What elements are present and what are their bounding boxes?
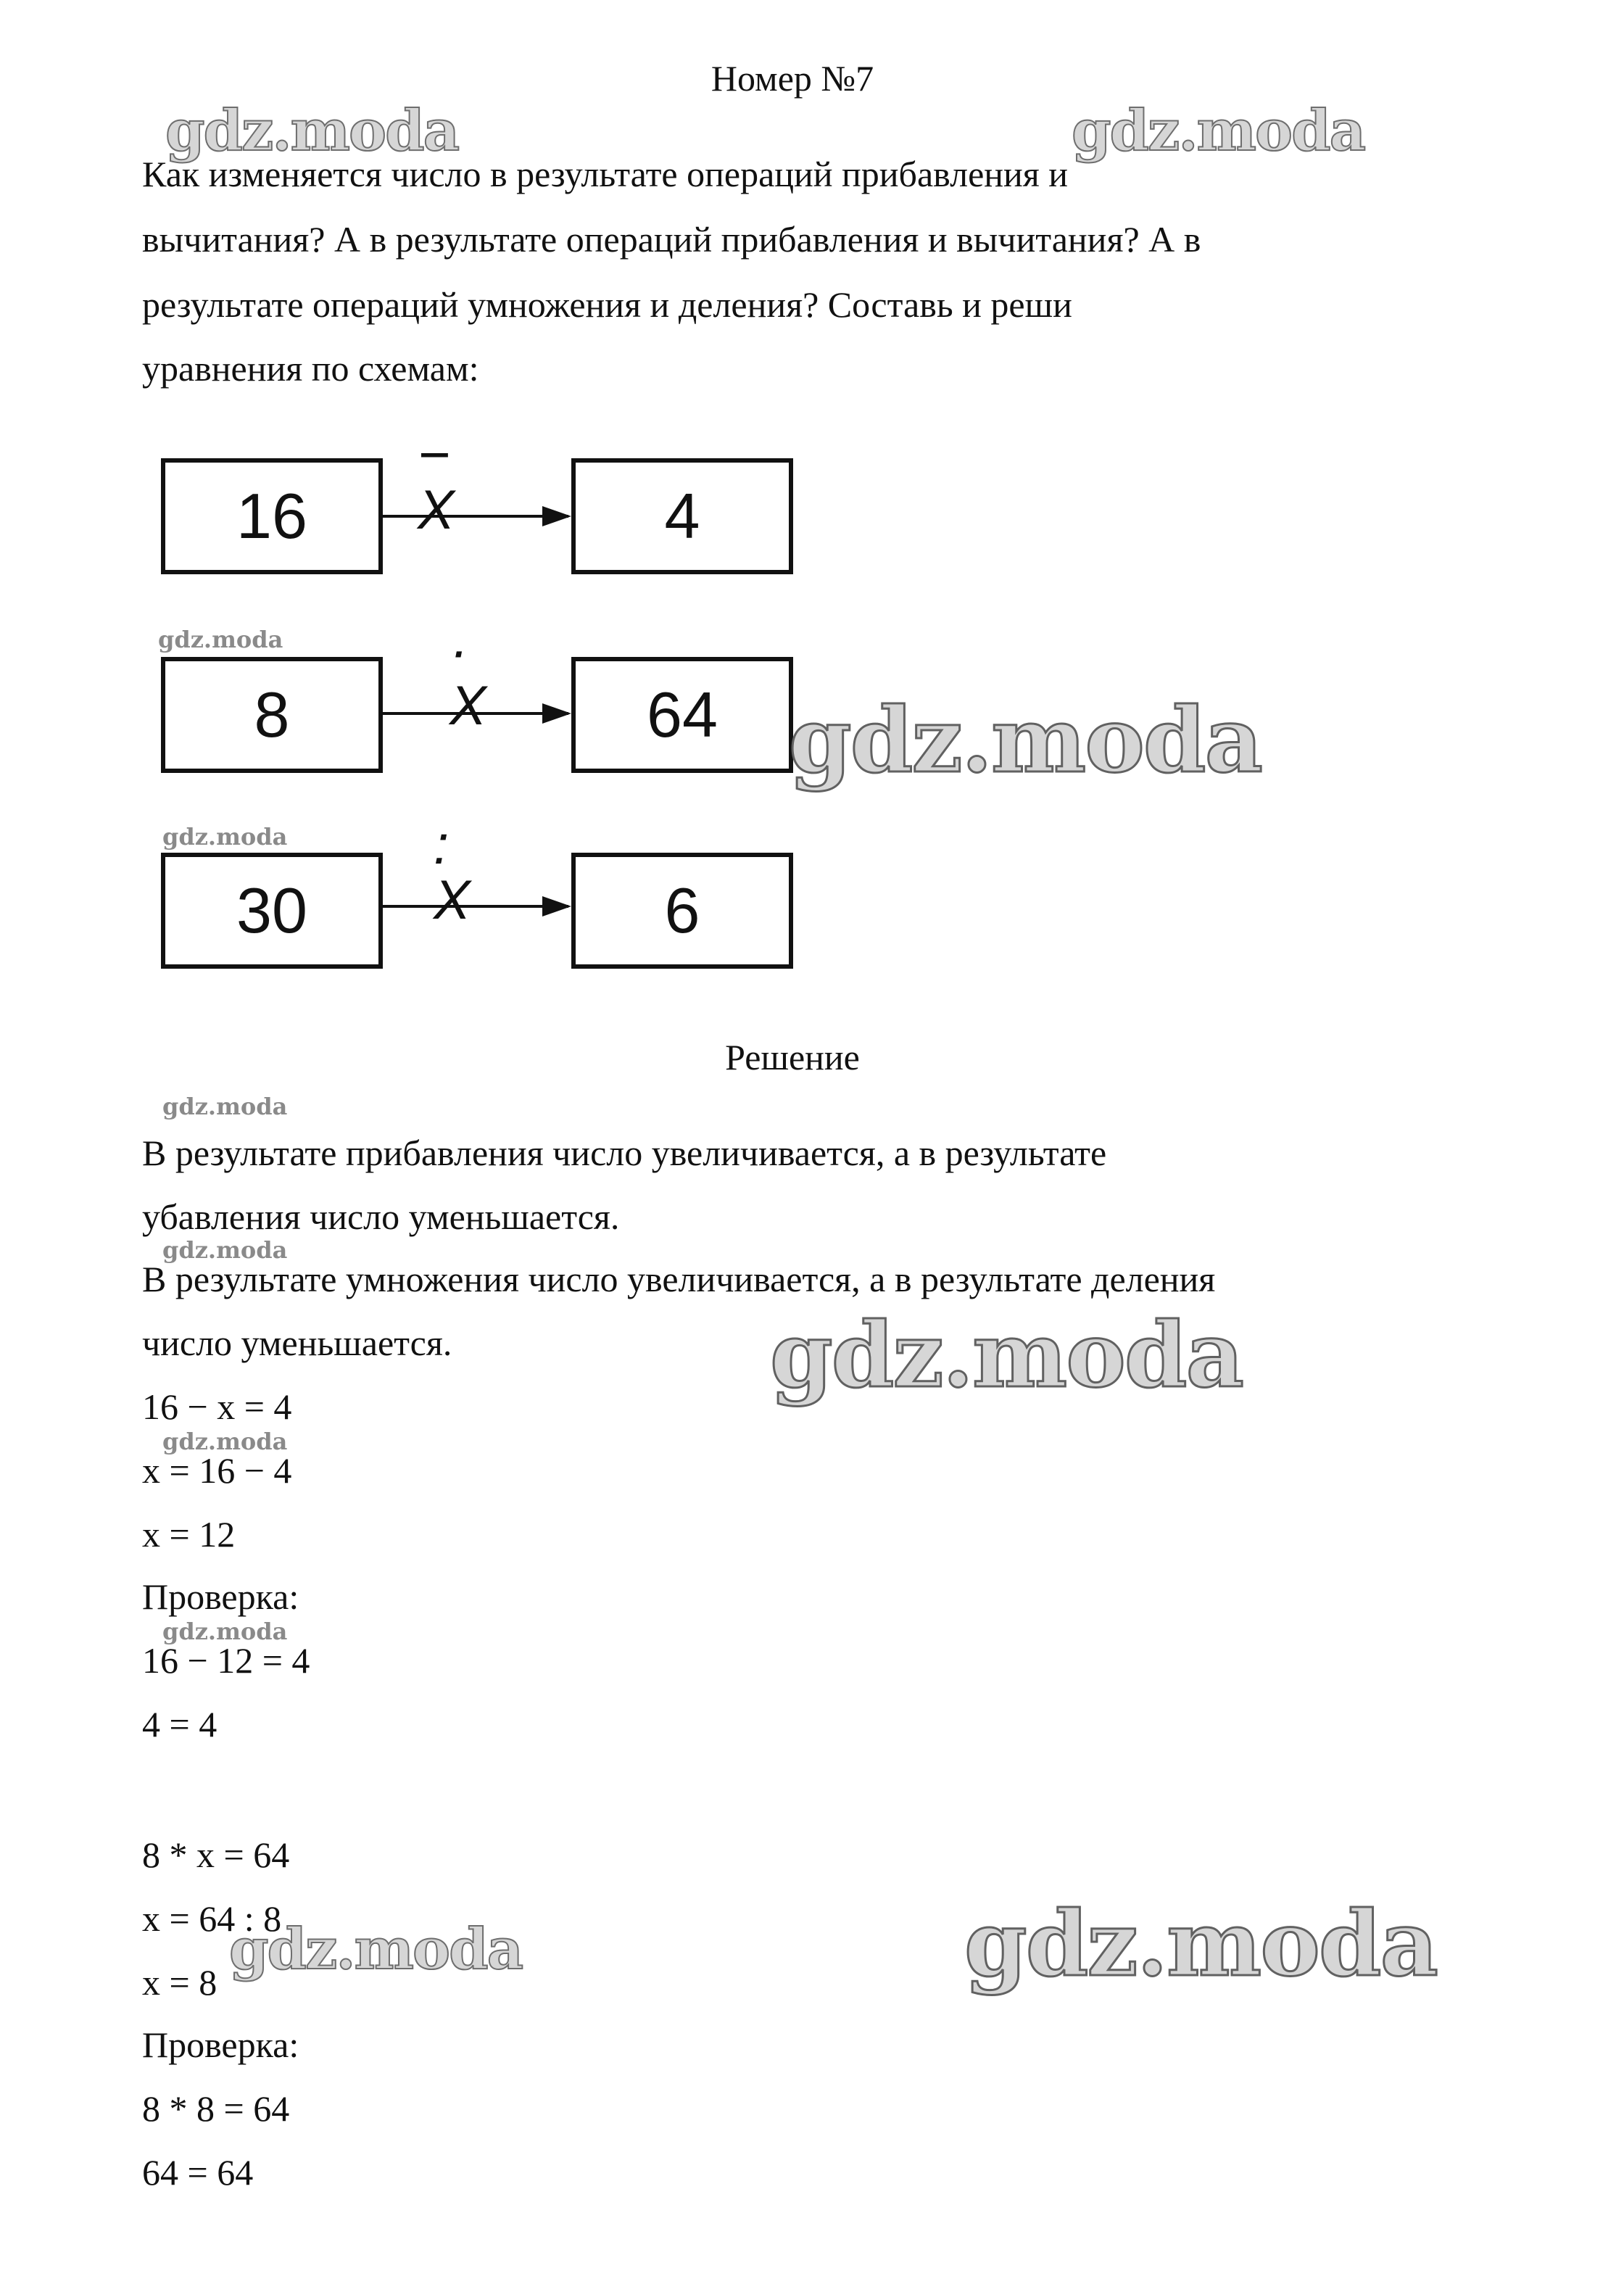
eq1-line-1: 16 − x = 4 xyxy=(142,1386,292,1427)
eq2-line-2: x = 64 : 8 xyxy=(142,1898,282,1939)
watermark: gdz.moda xyxy=(158,626,283,653)
scheme-1-arrow xyxy=(383,515,568,518)
solution-line-2: убавления число уменьшается. xyxy=(142,1196,620,1237)
eq2-line-1: 8 * x = 64 xyxy=(142,1834,290,1875)
watermark: gdz.moda xyxy=(229,1916,523,1982)
watermark: gdz.moda xyxy=(789,688,1262,793)
scheme-2-start-box: 8 xyxy=(161,657,383,773)
scheme-2-result-box: 64 xyxy=(571,657,793,773)
solution-line-1: В результате прибавления число увеличивается, а в результате xyxy=(142,1133,1107,1173)
watermark: gdz.moda xyxy=(162,823,288,851)
watermark: gdz.moda xyxy=(1072,98,1365,164)
eq1-line-6: 4 = 4 xyxy=(142,1704,218,1745)
scheme-3-start-box: 30 xyxy=(161,853,383,969)
solution-line-3: В результате умножения число увеличивается, а в результате деления xyxy=(142,1259,1216,1299)
scheme-3-result-box: 6 xyxy=(571,853,793,969)
watermark: gdz.moda xyxy=(165,98,459,164)
eq2-check-label: Проверка: xyxy=(142,2024,299,2065)
eq1-line-3: x = 12 xyxy=(142,1514,236,1555)
watermark: gdz.moda xyxy=(162,1236,288,1264)
eq2-line-5: 8 * 8 = 64 xyxy=(142,2088,290,2129)
watermark: gdz.moda xyxy=(162,1093,288,1120)
solution-title: Решение xyxy=(725,1037,860,1077)
question-line-4: уравнения по схемам: xyxy=(142,348,479,389)
watermark: gdz.moda xyxy=(770,1303,1243,1408)
solution-line-4: число уменьшается. xyxy=(142,1323,452,1363)
eq2-line-3: x = 8 xyxy=(142,1962,218,2003)
question-line-1: Как изменяется число в результате операций прибавления и xyxy=(142,154,1069,194)
scheme-2-operation: · X xyxy=(450,620,486,737)
scheme-3-operation: : X xyxy=(434,814,471,931)
watermark: gdz.moda xyxy=(162,1428,288,1455)
scheme-3-arrow xyxy=(383,905,568,908)
question-line-2: вычитания? А в результате операций прибавления и вычитания? А в xyxy=(142,219,1201,260)
scheme-1-start-box: 16 xyxy=(161,458,383,574)
scheme-1-operation: − X xyxy=(418,424,455,541)
question-line-3: результате операций умножения и деления? Составь и реши xyxy=(142,284,1072,325)
scheme-1-result-box: 4 xyxy=(571,458,793,574)
watermark: gdz.moda xyxy=(162,1618,288,1645)
watermark: gdz.moda xyxy=(964,1892,1437,1997)
page-heading: Номер №7 xyxy=(710,58,874,99)
eq1-line-2: x = 16 − 4 xyxy=(142,1450,292,1491)
eq1-check-label: Проверка: xyxy=(142,1576,299,1617)
eq2-line-6: 64 = 64 xyxy=(142,2152,254,2193)
eq1-line-5: 16 − 12 = 4 xyxy=(142,1640,310,1681)
